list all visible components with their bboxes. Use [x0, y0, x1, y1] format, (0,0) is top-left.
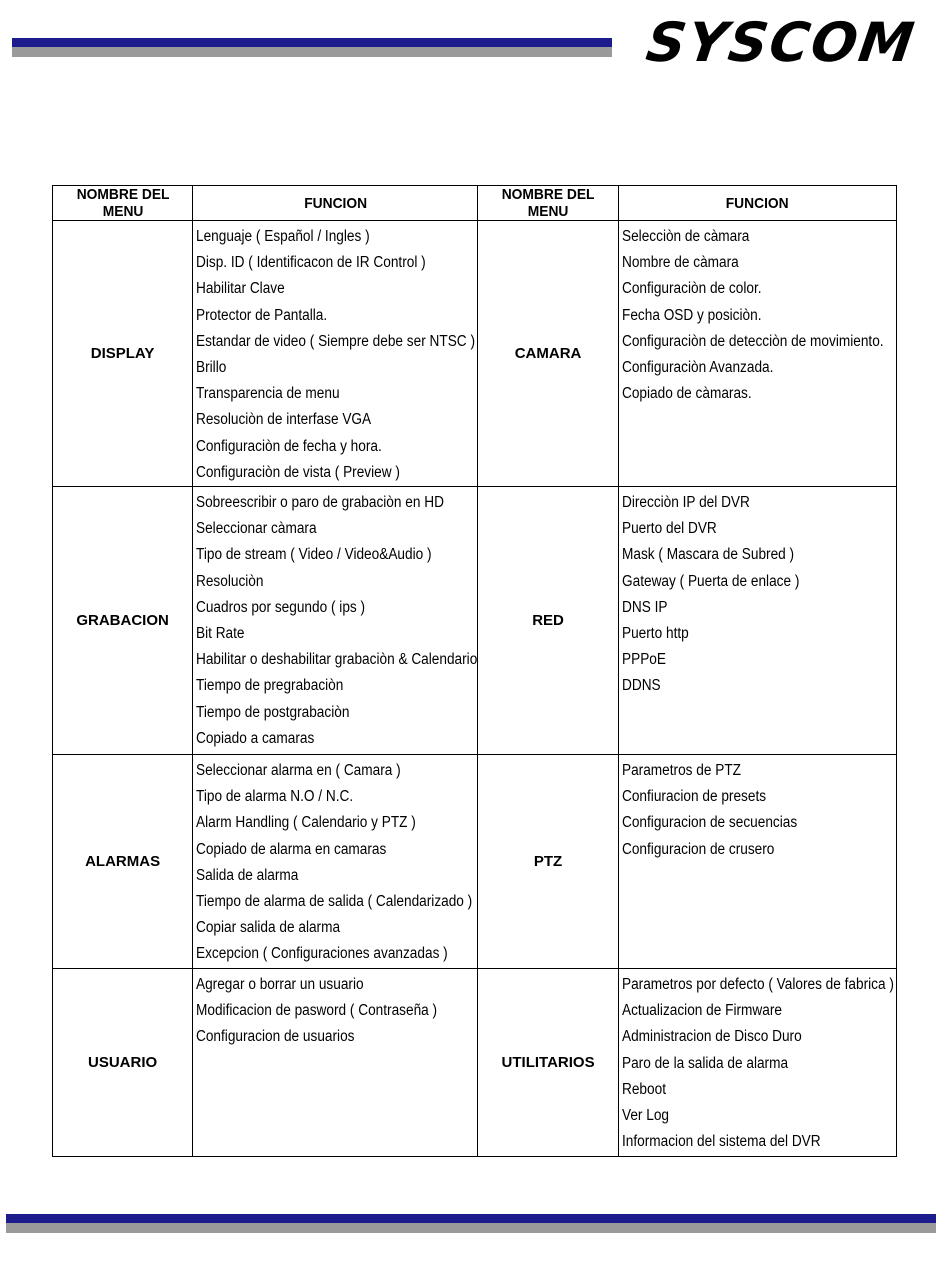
menu-name-right: CAMARA [478, 221, 618, 487]
function-item: Parametros por defecto ( Valores de fabrica ) [621, 976, 894, 993]
table-row [53, 487, 897, 755]
function-item: Estandar de video ( Siempre debe ser NTSC ) [196, 332, 476, 350]
menu-name-right: PTZ [478, 755, 618, 969]
function-item: Nombre de càmara [621, 254, 739, 272]
function-item: Sobreescribir o paro de grabaciòn en HD [196, 494, 445, 511]
function-item: Salida de alarma [196, 866, 299, 884]
header-function-right: FUNCION [629, 186, 885, 221]
function-item: Fecha OSD y posiciòn. [621, 306, 762, 324]
table-row [53, 221, 897, 487]
function-item: Transparencia de menu [196, 385, 340, 403]
table-row [53, 969, 897, 1157]
function-item: Seleccionar càmara [196, 520, 317, 538]
function-item: Configuracion de crusero [621, 840, 775, 858]
menu-name-left: DISPLAY [53, 221, 193, 487]
function-item: Parametros de PTZ [621, 762, 741, 779]
function-item: Seleccionar alarma en ( Camara ) [196, 762, 401, 779]
function-item: Puerto del DVR [621, 520, 717, 538]
function-item: Alarm Handling ( Calendario y PTZ ) [196, 814, 416, 832]
menu-name-left: GRABACION [53, 487, 193, 755]
function-item: Administracion de Disco Duro [621, 1028, 802, 1046]
function-item: Resoluciòn [196, 572, 264, 590]
function-list-left [193, 755, 478, 969]
function-item: PPPoE [621, 651, 666, 669]
function-item: Configuraciòn de vista ( Preview ) [196, 463, 401, 481]
function-item: Tipo de stream ( Video / Video&Audio ) [196, 546, 432, 564]
function-list-left [193, 969, 478, 1157]
function-item: DNS IP [621, 598, 668, 616]
function-item: Mask ( Mascara de Subred ) [621, 546, 794, 564]
header-function-left: FUNCION [204, 186, 467, 221]
function-item: Configuracion de secuencias [621, 814, 797, 832]
function-item: Habilitar o deshabilitar grabaciòn & Calendario [196, 651, 478, 669]
function-item: Direcciòn IP del DVR [621, 494, 750, 511]
function-item: Agregar o borrar un usuario [196, 976, 364, 993]
function-item: DDNS [621, 677, 661, 695]
function-item: Confiuracion de presets [621, 788, 766, 806]
function-item: Copiado de càmaras. [621, 385, 752, 403]
function-item: Ver Log [621, 1106, 669, 1124]
function-item: Resoluciòn de interfase VGA [196, 411, 372, 429]
function-item: Puerto http [621, 624, 689, 642]
function-item: Configuraciòn de fecha y hora. [196, 437, 382, 455]
function-item: Brillo [196, 358, 227, 376]
function-list-right [618, 221, 896, 487]
function-item: Lenguaje ( Español / Ingles ) [196, 228, 370, 245]
function-item: Reboot [621, 1080, 666, 1098]
function-item: Tiempo de alarma de salida ( Calendarizado ) [196, 892, 473, 910]
function-item: Bit Rate [196, 624, 245, 642]
header-menu-name-left: NOMBRE DEL MENU [58, 186, 187, 221]
function-item: Configuraciòn de detecciòn de movimiento. [621, 332, 884, 350]
function-list-right [618, 487, 896, 755]
function-item: Copiado de alarma en camaras [196, 840, 387, 858]
function-item: Tipo de alarma N.O / N.C. [196, 788, 354, 806]
menu-name-left: USUARIO [53, 969, 193, 1157]
function-item: Paro de la salida de alarma [621, 1054, 788, 1072]
function-list-right [618, 755, 896, 969]
table-header-row [53, 186, 897, 221]
function-list-right [618, 969, 896, 1157]
footer-blue-bar [6, 1214, 936, 1223]
function-item: Copiar salida de alarma [196, 919, 341, 937]
menu-name-right: UTILITARIOS [478, 969, 618, 1157]
table-row [53, 755, 897, 969]
function-item: Gateway ( Puerta de enlace ) [621, 572, 800, 590]
function-item: Configuraciòn Avanzada. [621, 358, 774, 376]
footer-gray-bar [6, 1223, 936, 1233]
function-item: Selecciòn de càmara [621, 228, 750, 245]
function-item: Copiado a camaras [196, 729, 315, 747]
header-blue-bar [12, 38, 612, 47]
function-item: Configuracion de usuarios [196, 1028, 355, 1046]
logo-wordmark: SYSCOM [642, 11, 920, 74]
function-item: Excepcion ( Configuraciones avanzadas ) [196, 945, 448, 963]
function-item: Informacion del sistema del DVR [621, 1133, 821, 1151]
function-item: Cuadros por segundo ( ips ) [196, 598, 366, 616]
function-item: Configuraciòn de color. [621, 280, 762, 298]
header-gray-bar [12, 47, 612, 57]
menu-name-left: ALARMAS [53, 755, 193, 969]
function-item: Modificacion de pasword ( Contraseña ) [196, 1002, 438, 1020]
function-item: Tiempo de pregrabaciòn [196, 677, 344, 695]
menu-name-right: RED [478, 487, 618, 755]
function-list-left [193, 221, 478, 487]
syscom-logo [622, 11, 940, 74]
function-item: Habilitar Clave [196, 280, 285, 298]
function-item: Disp. ID ( Identificacon de IR Control ) [196, 254, 426, 272]
header-menu-name-right: NOMBRE DEL MENU [484, 186, 613, 221]
function-item: Protector de Pantalla. [196, 306, 328, 324]
function-item: Actualizacion de Firmware [621, 1002, 782, 1020]
function-list-left [193, 487, 478, 755]
menu-function-table [52, 185, 897, 1157]
function-item: Tiempo de postgrabaciòn [196, 703, 350, 721]
